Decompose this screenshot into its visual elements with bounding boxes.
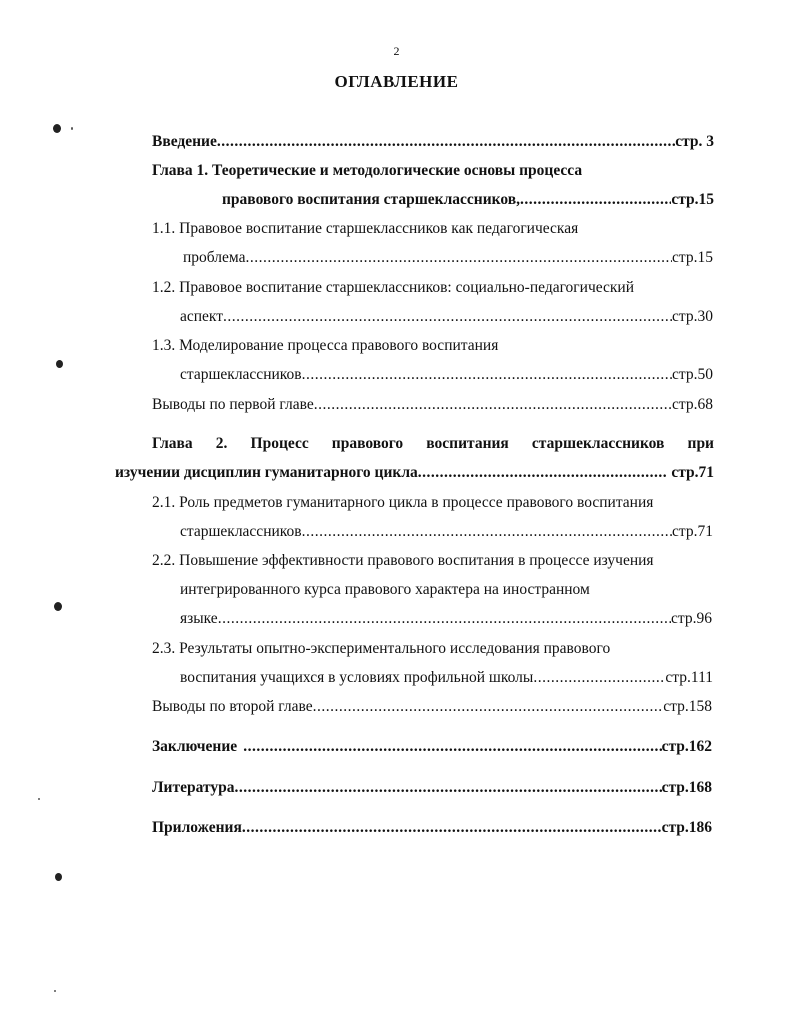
toc-entry-section-2-2 xyxy=(180,607,712,631)
chapter1-title-line1: Глава 1. Теоретические и методологические основы процесса xyxy=(152,162,583,179)
section-1-2-line1: 1.2. Правовое воспитание старшеклассников: социально-педагогический xyxy=(152,279,635,296)
toc-entry-conclusions-2 xyxy=(152,695,712,719)
scan-speck xyxy=(71,127,73,130)
toc-entry-page: стр.111 xyxy=(665,669,713,686)
leader-dots xyxy=(302,363,672,387)
chapter2-title-line1: Глава 2. Процесс правового воспитания старшеклассников при xyxy=(152,435,714,452)
leader-dots xyxy=(218,607,671,631)
section-2-3-line2: воспитания учащихся в условиях профильной школы xyxy=(180,669,534,686)
scan-speck xyxy=(54,990,56,992)
section-2-2-line2: интегрированного курса правового характера на иностранном xyxy=(180,581,590,598)
toc-entry-label: Введение xyxy=(152,133,217,150)
toc-entry-page: стр.68 xyxy=(672,396,713,413)
scan-speck xyxy=(38,798,40,800)
toc-entry-page: стр. 3 xyxy=(675,133,714,150)
section-2-3-line1: 2.3. Результаты опытно-экспериментального исследования правового xyxy=(152,640,611,657)
leader-dots xyxy=(217,130,675,154)
toc-entry-conclusions-1 xyxy=(152,393,713,417)
leader-dots xyxy=(246,246,673,270)
toc-entry-page: стр.162 xyxy=(661,738,712,755)
chapter2-title-line2: изучении дисциплин гуманитарного цикла xyxy=(115,464,418,481)
leader-dots xyxy=(237,735,661,759)
toc-entry-label: Приложения xyxy=(152,819,242,836)
toc-entry-literature xyxy=(152,776,712,800)
leader-dots xyxy=(533,666,665,690)
toc-entry-chapter1 xyxy=(222,188,714,212)
page-title: ОГЛАВЛЕНИЕ xyxy=(334,72,459,91)
leader-dots xyxy=(242,816,662,840)
toc-entry-conclusion xyxy=(152,735,712,759)
section-2-1-line2: старшеклассников xyxy=(180,523,302,540)
section-2-1-line1: 2.1. Роль предметов гуманитарного цикла в процессе правового воспитания xyxy=(152,494,654,511)
scan-mark xyxy=(53,124,61,133)
toc-entry-section-1-3 xyxy=(180,363,713,387)
page-number: 2 xyxy=(393,44,400,58)
toc-entry-page: стр.30 xyxy=(672,308,713,325)
scan-mark xyxy=(54,602,62,611)
section-1-1-line2: проблема xyxy=(183,249,246,266)
section-1-2-line2: аспект xyxy=(180,308,224,325)
section-2-2-line3: языке xyxy=(180,610,218,627)
toc-entry-page: стр.158 xyxy=(663,698,712,715)
toc-entry-appendices xyxy=(152,816,712,840)
toc-entry-section-1-2 xyxy=(180,305,713,329)
toc-entry-intro xyxy=(152,130,714,154)
toc-entry-label: Выводы по второй главе xyxy=(152,698,313,715)
section-1-3-line1: 1.3. Моделирование процесса правового воспитания xyxy=(152,337,499,354)
leader-dots xyxy=(313,695,664,719)
toc-entry-page: стр.50 xyxy=(672,366,713,383)
leader-dots xyxy=(418,461,667,485)
chapter1-title-line2: правового воспитания старшеклассников, xyxy=(222,191,521,208)
toc-entry-page: стр.96 xyxy=(671,610,712,627)
toc-entry-page: стр.15 xyxy=(671,191,714,208)
toc-entry-page: стр.71 xyxy=(671,464,714,481)
leader-dots xyxy=(234,776,661,800)
scan-mark xyxy=(55,873,62,881)
toc-entry-label: Выводы по первой главе xyxy=(152,396,314,413)
section-1-1-line1: 1.1. Правовое воспитание старшеклассников как педагогическая xyxy=(152,220,579,237)
toc-entry-page: стр.15 xyxy=(672,249,713,266)
leader-dots xyxy=(314,393,672,417)
toc-entry-section-2-3 xyxy=(180,666,713,690)
toc-entry-label: Литература xyxy=(152,779,235,796)
leader-dots xyxy=(223,305,672,329)
toc-entry-page: стр.168 xyxy=(661,779,712,796)
section-2-2-line1: 2.2. Повышение эффективности правового воспитания в процессе изучения xyxy=(152,552,654,569)
toc-entry-section-2-1 xyxy=(180,520,713,544)
leader-dots xyxy=(302,520,672,544)
toc-entry-chapter2 xyxy=(115,461,714,485)
scan-mark xyxy=(56,360,63,368)
leader-dots xyxy=(520,188,671,212)
toc-entry-page: стр.71 xyxy=(672,523,713,540)
toc-entry-label: Заключение xyxy=(152,738,238,755)
section-1-3-line2: старшеклассников xyxy=(180,366,302,383)
toc-entry-page: стр.186 xyxy=(661,819,712,836)
toc-entry-section-1-1 xyxy=(183,246,713,270)
